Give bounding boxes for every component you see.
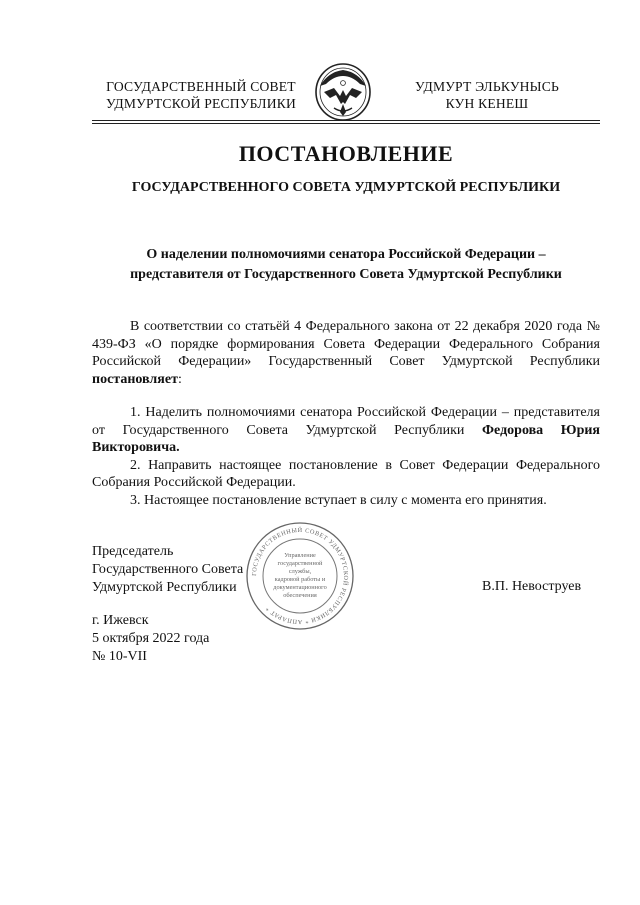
header-rule-bottom (92, 123, 600, 124)
udmurtia-emblem-icon (312, 62, 374, 122)
signature-line1: Председатель (92, 544, 174, 559)
document-subtitle: ГОСУДАРСТВЕННОГО СОВЕТА УДМУРТСКОЙ РЕСПУБЛИКИ (131, 180, 561, 195)
stamp-line1: Управление (284, 552, 316, 559)
header-left (92, 78, 310, 112)
document-place-date (92, 612, 209, 666)
stamp-line4: кадровой работы и (274, 576, 326, 583)
signature-line2: Государственного Совета (92, 562, 244, 577)
preamble-text: В соответствии со статьёй 4 Федерального закона от 22 декабря 2020 года № 439-ФЗ «О порядке формирования Совета Федерации Федерального Собрания Российской Федерации» Государственный Совет Удмуртской Республики (92, 319, 600, 369)
item-3: 3. Настоящее постановление вступает в силу с момента его принятия. (130, 492, 547, 508)
preamble-paragraph (92, 318, 600, 388)
item-1 (92, 404, 600, 457)
topic-line2: представителя от Государственного Совета Удмуртской Республики (130, 267, 562, 282)
document-topic (92, 245, 600, 285)
resolution-items (92, 404, 600, 509)
header-rule-top (92, 120, 600, 121)
stamp-line6: обеспечения (283, 592, 317, 599)
header-left-line2: УДМУРТСКОЙ РЕСПУБЛИКИ (105, 96, 297, 111)
stamp-line3: службы, (288, 568, 312, 575)
preamble-bold: постановляет (92, 371, 178, 387)
item-1-bold: Федорова Юрия Викторовича. (92, 422, 600, 455)
stamp-line2: государственной (277, 560, 323, 567)
document-title: ПОСТАНОВЛЕНИЕ (238, 141, 454, 166)
official-stamp-icon (244, 520, 356, 632)
place-date: 5 октября 2022 года (92, 631, 210, 646)
place-city: г. Ижевск (92, 613, 149, 628)
document-number: № 10-VII (92, 649, 147, 664)
topic-line1: О наделении полномочиями сенатора Российской Федерации – (146, 247, 546, 262)
signature-line3: Удмуртской Республики (92, 580, 237, 595)
header-right-line2: КУН КЕНЕШ (445, 96, 529, 111)
item-2: 2. Направить настоящее постановление в Совет Федерации Федерального Собрания Российской Федерации. (92, 457, 600, 490)
header-right (394, 78, 580, 112)
item-1-text: 1. Наделить полномочиями сенатора Российской Федерации – представителя от Государственного Совета Удмуртской Республики (92, 405, 600, 438)
signature-title (92, 543, 243, 597)
header-right-line1: УДМУРТ ЭЛЬКУНЫСЬ (415, 79, 559, 94)
stamp-ring-text: ГОСУДАРСТВЕННЫЙ СОВЕТ УДМУРТСКОЙ РЕСПУБЛИКИ * АППАРАТ * (250, 526, 350, 626)
stamp-line5: документационного (273, 584, 327, 591)
header-left-line1: ГОСУДАРСТВЕННЫЙ СОВЕТ (106, 79, 296, 94)
preamble-end: : (177, 371, 182, 387)
signature-name: В.П. Невоструев (482, 579, 582, 594)
